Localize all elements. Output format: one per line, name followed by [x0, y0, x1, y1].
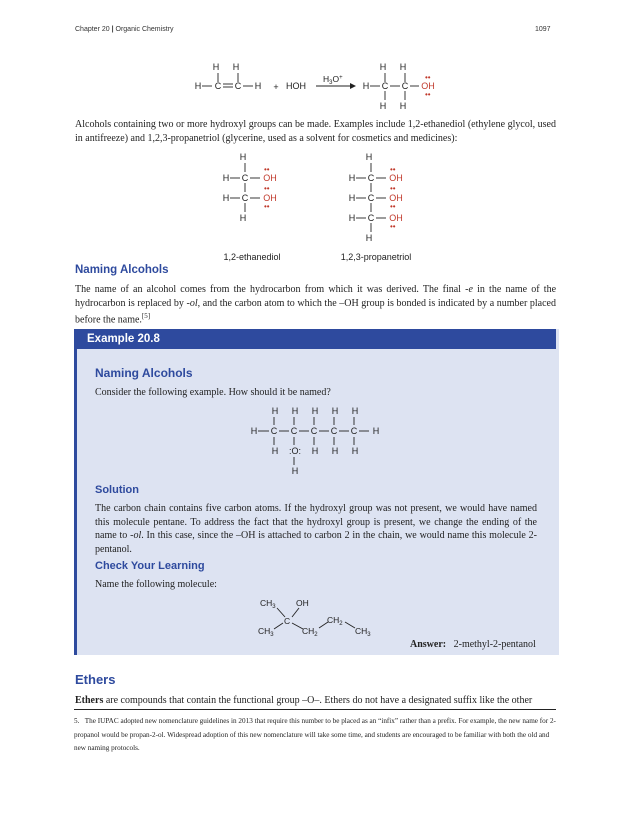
svg-text:H: H [271, 406, 279, 416]
svg-text:H: H [348, 173, 356, 183]
svg-text:H: H [348, 193, 356, 203]
svg-text:H: H [351, 446, 359, 456]
svg-text:C: C [330, 426, 338, 436]
answer-label: Answer: [410, 639, 447, 650]
svg-text:H: H [362, 81, 370, 91]
svg-text:C: C [381, 81, 389, 91]
svg-text:••: •• [264, 184, 270, 193]
page-number: 1097 [535, 26, 551, 33]
svg-text:••: •• [264, 202, 270, 211]
ethanediol-structure [212, 150, 292, 228]
example-heading: Naming Alcohols [95, 366, 193, 380]
svg-text:H: H [348, 213, 356, 223]
naming-alcohols-heading: Naming Alcohols [75, 264, 169, 276]
svg-text:CH3: $CH_3$ [258, 626, 274, 638]
svg-text:H: H [331, 406, 339, 416]
ethers-heading: Ethers [75, 672, 116, 687]
footnote-divider [74, 709, 556, 710]
water-formula: HOH [286, 81, 306, 91]
header-separator: | [111, 26, 114, 33]
ethanediol-label: 1,2-ethanediol [223, 252, 281, 262]
svg-text:H: H [365, 233, 373, 243]
svg-text:CH2: $CH_2$ [327, 615, 343, 627]
svg-text::O:: :O: [288, 446, 302, 456]
footnote-number: 5. [74, 717, 80, 725]
svg-text:H: H [194, 81, 202, 91]
svg-text:C: C [241, 173, 249, 183]
svg-text:H: H [372, 426, 380, 436]
plus-sign: + [273, 82, 279, 92]
svg-text:OH: OH [389, 193, 403, 203]
footnote [74, 715, 556, 756]
check-question: Name the following molecule: [95, 579, 217, 590]
svg-text:OH: OH [263, 193, 277, 203]
svg-text:C: C [367, 213, 375, 223]
svg-text:C: C [367, 193, 375, 203]
svg-text:H: H [232, 62, 240, 72]
footnote-text: The IUPAC adopted new nomenclature guidelines in 2013 that require this number to be placed as an “infix” rather than a prefix. For example, the new name for 2-propanol would be propan-2-ol. Widespread adoption of this new nomenclature will take some time, and students are encouraged to be familiar with both the old and new naming protocols. [74, 717, 556, 752]
answer-value: 2-methyl-2-pentanol [453, 639, 536, 650]
example-label: Example 20.8 [87, 333, 160, 345]
svg-text:C: C [401, 81, 409, 91]
svg-text:••: •• [390, 222, 396, 231]
svg-text:H: H [250, 426, 258, 436]
svg-text:OH: OH [421, 81, 435, 91]
svg-text:OH: OH [263, 173, 277, 183]
svg-text:H: H [254, 81, 262, 91]
svg-text:H: H [239, 152, 247, 162]
pentanol-structure [246, 404, 386, 478]
svg-text:C: C [310, 426, 318, 436]
svg-text:H: H [365, 152, 373, 162]
svg-text:H: H [222, 173, 230, 183]
svg-text:CH3: $CH_3$ [260, 598, 276, 610]
svg-text:OH: OH [296, 598, 309, 608]
svg-text:C: C [234, 81, 242, 91]
ethene-hydration-reaction [190, 55, 450, 113]
svg-text:••: •• [390, 184, 396, 193]
check-learning-heading: Check Your Learning [95, 560, 205, 572]
svg-text:••: •• [425, 90, 431, 99]
svg-text:H: H [239, 213, 247, 223]
solution-heading: Solution [95, 484, 139, 496]
svg-text:C: C [241, 193, 249, 203]
svg-text:H: H [291, 466, 299, 476]
svg-text:H: H [331, 446, 339, 456]
svg-text:H: H [291, 406, 299, 416]
svg-text:••: •• [390, 202, 396, 211]
svg-text:H: H [351, 406, 359, 416]
intro-paragraph: Alcohols containing two or more hydroxyl groups can be made. Examples include 1,2-ethanediol (ethylene glycol, used in antifreeze) and 1,2,3-propanetriol (glycerine, used as a solvent for cosmetics and medicines): [75, 119, 556, 144]
answer [410, 638, 540, 652]
svg-text:••: •• [264, 165, 270, 174]
svg-text:C: C [290, 426, 298, 436]
methylpentanol-structure [252, 596, 382, 642]
svg-text:H: H [271, 446, 279, 456]
svg-text:H: H [311, 446, 319, 456]
example-question: Consider the following example. How should it be named? [95, 387, 331, 398]
svg-text:H3O+: $H_3O^+$ [323, 74, 343, 86]
svg-text:H: H [222, 193, 230, 203]
svg-text:H: H [379, 62, 387, 72]
footnote-ref[interactable]: [5] [141, 312, 151, 320]
svg-text:H: H [379, 101, 387, 111]
svg-text:C: C [284, 616, 291, 626]
chapter-title: Organic Chemistry [115, 26, 174, 33]
svg-text:••: •• [425, 73, 431, 82]
svg-text:OH: OH [389, 173, 403, 183]
svg-text:CH2: $CH_2$ [302, 626, 318, 638]
svg-text:CH3: $CH_3$ [355, 626, 371, 638]
svg-text:OH: OH [389, 213, 403, 223]
svg-text:C: C [214, 81, 222, 91]
naming-paragraph: The name of an alcohol comes from the hydrocarbon from which it was derived. The final -e in the name of the hydrocarbon is replaced by -ol, and the carbon atom to which the –OH group is bonded is indicated by a number placed before the name.[5] [75, 284, 557, 326]
propanetriol-label: 1,2,3-propanetriol [340, 252, 412, 262]
running-header [75, 26, 173, 33]
svg-text:H: H [399, 62, 407, 72]
svg-text:H: H [311, 406, 319, 416]
svg-text:C: C [367, 173, 375, 183]
svg-text:H: H [212, 62, 220, 72]
propanetriol-structure [336, 150, 416, 248]
chapter-number: Chapter 20 [75, 26, 110, 33]
solution-text: The carbon chain contains five carbon atoms. If the hydroxyl group was not present, we would have named this molecule pentane. To address the fact that the hydroxyl group is present, we change the ending of the name to -ol. In this case, since the –OH is attached to carbon 2 in the chain, we would name this molecule 2-pentanol. [95, 503, 537, 555]
ethers-paragraph: Ethers are compounds that contain the functional group –O–. Ethers do not have a designated suffix like the other [75, 695, 533, 706]
svg-text:C: C [350, 426, 358, 436]
svg-text:H: H [399, 101, 407, 111]
svg-text:••: •• [390, 165, 396, 174]
svg-text:C: C [270, 426, 278, 436]
